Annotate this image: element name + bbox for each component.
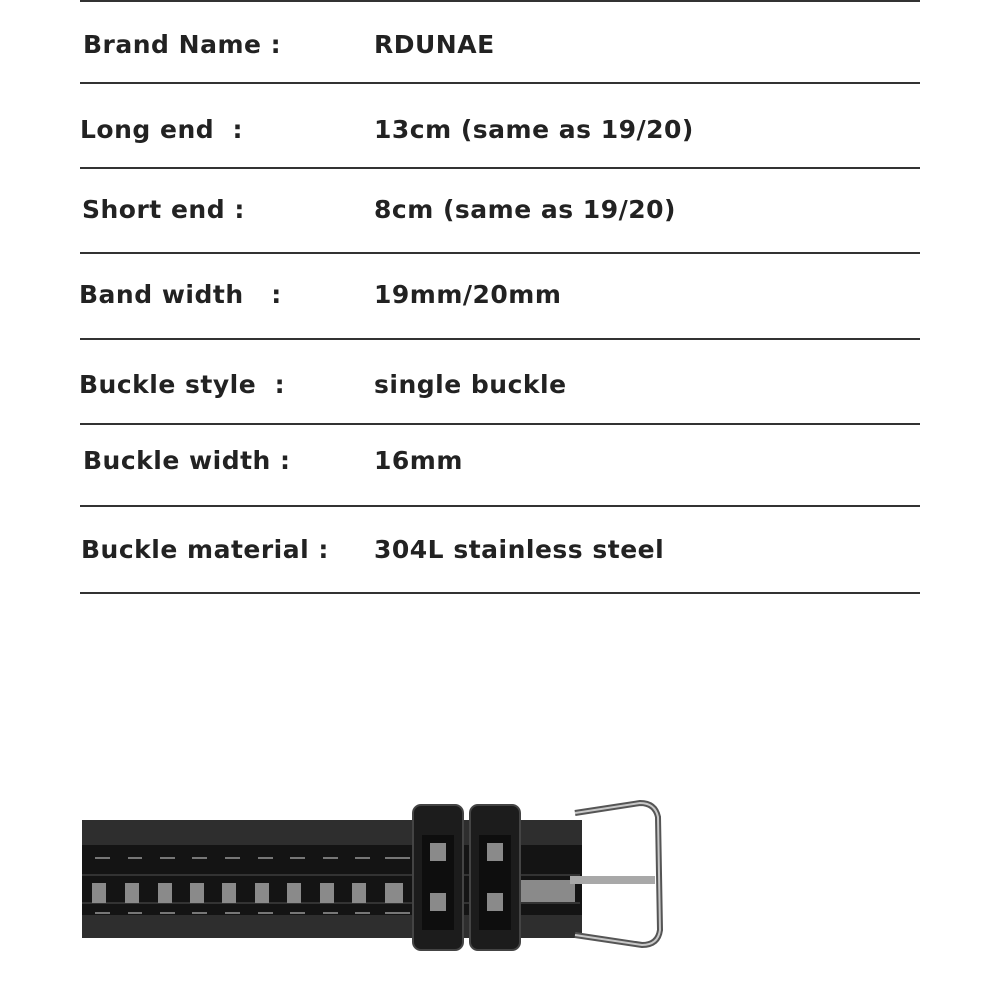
- divider: [80, 338, 920, 340]
- spec-label-buckle-style: Buckle style :: [79, 370, 286, 399]
- divider: [80, 423, 920, 425]
- spec-value-band-width: 19mm/20mm: [374, 280, 562, 309]
- spec-value-buckle-width: 16mm: [374, 446, 463, 475]
- divider: [80, 592, 920, 594]
- spec-label-buckle-width: Buckle width :: [83, 446, 291, 475]
- spec-label-long-end: Long end :: [80, 115, 244, 144]
- spec-label-buckle-material: Buckle material :: [81, 535, 329, 564]
- watch-strap-image: [80, 795, 680, 955]
- spec-value-buckle-style: single buckle: [374, 370, 567, 399]
- divider: [80, 505, 920, 507]
- spec-value-brand-name: RDUNAE: [374, 30, 495, 59]
- spec-value-short-end: 8cm (same as 19/20): [374, 195, 676, 224]
- spec-label-short-end: Short end :: [82, 195, 245, 224]
- divider: [80, 0, 920, 2]
- spec-label-band-width: Band width :: [79, 280, 282, 309]
- divider: [80, 252, 920, 254]
- divider: [80, 82, 920, 84]
- spec-label-brand-name: Brand Name :: [83, 30, 282, 59]
- buckle: [570, 803, 660, 945]
- spec-value-buckle-material: 304L stainless steel: [374, 535, 665, 564]
- spec-value-long-end: 13cm (same as 19/20): [374, 115, 694, 144]
- divider: [80, 167, 920, 169]
